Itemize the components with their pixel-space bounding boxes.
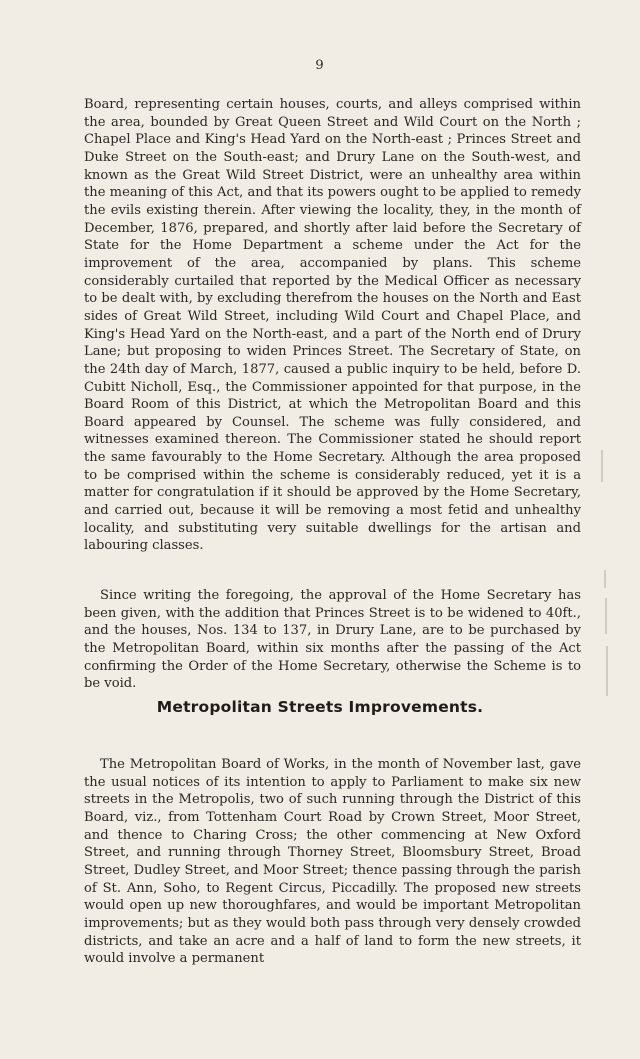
ink-mark: [606, 646, 608, 696]
ink-mark: [601, 450, 603, 482]
ink-mark: [604, 570, 606, 588]
page-number: 9: [315, 58, 325, 73]
paragraph-home-secretary-approval: Since writing the foregoing, the approval of the Home Secretary has been given, with the addition that Princes Street is to be widened to 40ft., and the houses, Nos. 134 to 137, in Drury Lane, are to be purchased by the Metropolitan Board, within six months after the passing of the Act confirming the Order of the Home Secretary, otherwise the Scheme is to be void.: [84, 588, 581, 692]
paragraph-streets-improvements: The Metropolitan Board of Works, in the month of November last, gave the usual notices of its intention to apply to Parliament to make six new streets in the Metropolis, two of such running through the District of this Board, viz., from Tottenham Court Road by Crown Street, Moor Street, and thence to Charing Cross; the other commencing at New Oxford Street, and running through Thorney Street, Bloomsbury Street, Broad Street, Dudley Street, and Moor Street; thence passing through the parish of St. Ann, Soho, to Regent Circus, Piccadilly. The proposed new streets would open up new thoroughfares, and would be important Metropolitan improvements; but as they would both pass through very densely crowded districts, and take an acre and a half of land to form the new streets, it would involve a permanent: [84, 757, 581, 967]
paragraph-unhealthy-area-scheme: Board, representing certain houses, courts, and alleys comprised within the area, bounded by Great Queen Street and Wild Court on the North ; Chapel Place and King's Head Yard on the North-east ; Princes Street and Duke Street on the South-east; and Drury Lane on the South-west, and known as the Great Wild Street District, were an unhealthy area within the meaning of this Act, and that its powers ought to be applied to remedy the evils existing therein. After viewing the locality, they, in the month of December, 1876, prepared, and shortly after laid before the Secretary of State for the Home Department a scheme under the Act for the improvement of the area, accompanied by plans. This scheme considerably curtailed that reported by the Medical Officer as necessary to be dealt with, by excluding therefrom the houses on the North and East sides of Great Wild Street, including Wild Court and Chapel Place, and King's Head Yard on the North-east, and a part of the North end of Drury Lane; but proposing to widen Princes Street. The Secretary of State, on the 24th day of March, 1877, caused a public inquiry to be held, before D. Cubitt Nicholl, Esq., the Commissioner appointed for that purpose, in the Board Room of this District, at which the Metropolitan Board and this Board appeared by Counsel. The scheme was fully considered, and witnesses examined thereon. The Commissioner stated he should report the same favourably to the Home Secretary. Although the area proposed to be comprised within the scheme is considerably reduced, yet it is a matter for congratulation if it should be approved by the Home Secretary, and carried out, because it will be removing a most fetid and unhealthy locality, and substituting very suitable dwellings for the artisan and labouring classes.: [84, 97, 581, 554]
margin-ink-marks: [592, 450, 622, 700]
ink-mark: [605, 598, 607, 634]
section-heading: Metropolitan Streets Improvements.: [156, 698, 484, 716]
